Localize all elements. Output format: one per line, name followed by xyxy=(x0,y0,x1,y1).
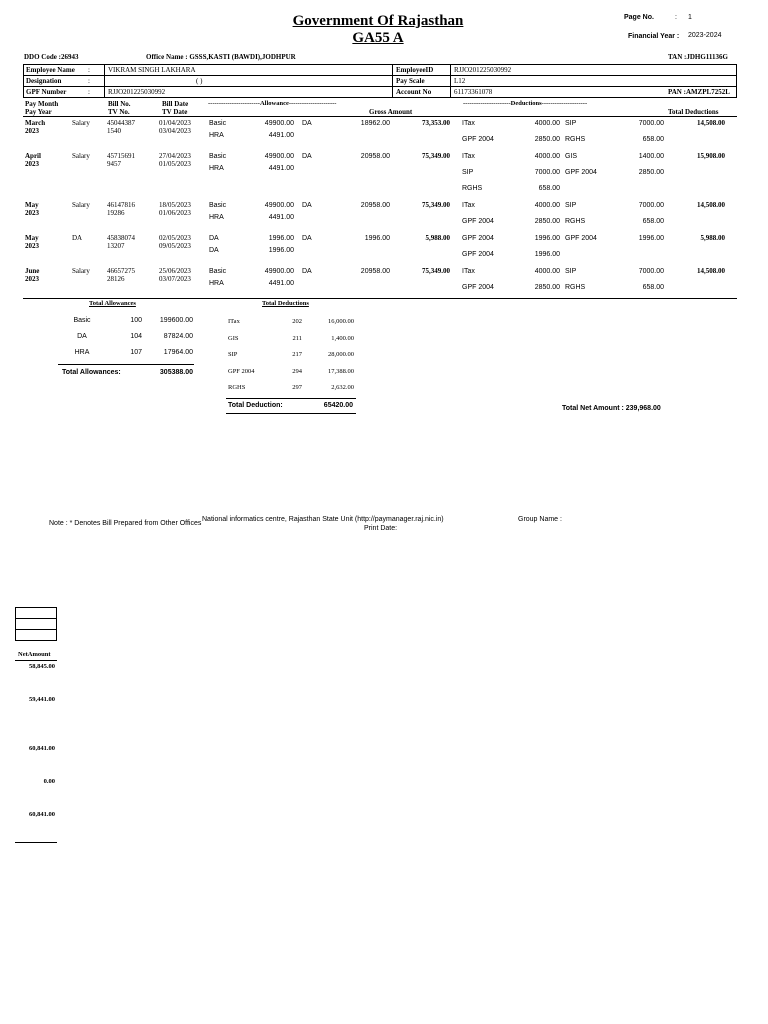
col-pay-month: Pay Month xyxy=(25,100,59,108)
bill-type: Salary xyxy=(72,267,90,275)
summary-deduction-code: 297 xyxy=(292,384,302,391)
bill-date: 27/04/2023 xyxy=(159,152,191,160)
total-deductions: 15,908.00 xyxy=(697,152,725,160)
gross-amount: 75,349.00 xyxy=(422,267,450,275)
net-amount-value: 60,841.00 xyxy=(29,811,55,818)
summary-allowance-code: 100 xyxy=(130,317,142,324)
bill-no: 46657275 xyxy=(107,267,135,275)
net-amount-value: 58,845.00 xyxy=(29,663,55,670)
allowance-amount: 4491.00 xyxy=(268,165,294,172)
bill-date: 25/06/2023 xyxy=(159,267,191,275)
summary-allowance-code: 107 xyxy=(130,349,142,356)
allowance-amount: 1996.00 xyxy=(364,235,390,242)
summary-deduction-name: SIP xyxy=(228,351,238,358)
net-amount-value: 0.00 xyxy=(43,778,55,785)
tv-no: 19286 xyxy=(107,209,125,217)
deduction-amount: 4000.00 xyxy=(534,202,560,209)
deduction-amount: 4000.00 xyxy=(534,120,560,127)
deduction-amount: 658.00 xyxy=(642,136,664,143)
deduction-name: GPF 2004 xyxy=(462,136,494,143)
pay-month: May xyxy=(25,201,39,209)
bill-no: 45715691 xyxy=(107,152,135,160)
tv-date: 09/05/2023 xyxy=(159,242,191,250)
summary-allowance-name: Basic xyxy=(73,317,91,324)
total-deductions: 14,508.00 xyxy=(697,119,725,127)
deduction-name: ITax xyxy=(462,120,475,127)
pay-month: June xyxy=(25,267,40,275)
deduction-name: GIS xyxy=(565,153,578,160)
pan-number: PAN :AMZPL7252L xyxy=(668,88,730,96)
colon: : xyxy=(88,77,90,85)
page-title: Government Of Rajasthan xyxy=(292,13,464,29)
deduction-name: GPF 2004 xyxy=(462,284,494,291)
allowance-name: HRA xyxy=(209,280,224,287)
allowance-amount: 49900.00 xyxy=(264,268,294,275)
tv-date: 03/04/2023 xyxy=(159,127,191,135)
employee-name-label: Employee Name xyxy=(26,66,75,74)
allowance-name: HRA xyxy=(209,214,224,221)
allowance-amount: 20958.00 xyxy=(360,268,390,275)
footer-note: Note : * Denotes Bill Prepared from Other Offices xyxy=(49,520,202,527)
summary-deduction-amount: 17,388.00 xyxy=(328,367,354,375)
deduction-amount: 7000.00 xyxy=(534,169,560,176)
summary-deduction-amount: 16,000.00 xyxy=(328,318,354,325)
summary-deduction-amount: 2,632.00 xyxy=(331,384,354,391)
bill-type: Salary xyxy=(72,119,90,127)
gross-amount: 5,988.00 xyxy=(425,234,450,242)
total-allowances-title: Total Allowances xyxy=(89,300,136,307)
net-amount-box xyxy=(15,607,57,641)
allowance-name: HRA xyxy=(209,132,224,139)
allowance-amount: 20958.00 xyxy=(360,153,390,160)
col-allowance: ------------------------Allowance---------------------- xyxy=(208,100,337,107)
footer-print-date: Print Date: xyxy=(364,525,398,532)
tv-date: 03/07/2023 xyxy=(159,275,191,283)
summary-deduction-code: 217 xyxy=(292,351,302,358)
summary-allowance-amount: 199600.00 xyxy=(159,317,193,324)
employee-id-label: EmployeeID xyxy=(396,66,434,74)
col-tv-no: TV No. xyxy=(108,108,130,116)
pay-month: April xyxy=(25,152,41,160)
deduction-name: SIP xyxy=(565,120,577,127)
total-allowances-label: Total Allowances: xyxy=(62,369,121,376)
bill-no: 45838074 xyxy=(107,234,135,242)
gross-amount: 75,349.00 xyxy=(422,152,450,160)
pay-scale: L12 xyxy=(454,77,466,85)
total-deductions: 14,508.00 xyxy=(697,201,725,209)
tv-no: 1540 xyxy=(107,127,121,135)
deduction-name: RGHS xyxy=(565,284,586,291)
tv-date: 01/05/2023 xyxy=(159,160,191,168)
deduction-name: GPF 2004 xyxy=(462,251,494,258)
deduction-amount: 658.00 xyxy=(642,218,664,225)
gpf-number-label: GPF Number xyxy=(26,88,67,96)
tv-date: 01/06/2023 xyxy=(159,209,191,217)
bill-date: 01/04/2023 xyxy=(159,119,191,127)
summary-deduction-code: 211 xyxy=(292,334,302,342)
allowance-amount: 4491.00 xyxy=(268,132,294,139)
allowance-name: DA xyxy=(209,247,219,254)
pay-month: May xyxy=(25,234,39,242)
summary-deduction-name: ITax xyxy=(228,318,240,325)
deduction-amount: 1400.00 xyxy=(638,153,664,160)
col-deductions: ----------------------Deductions--------------------- xyxy=(463,100,588,107)
form-name: GA55 A xyxy=(352,30,404,46)
deduction-amount: 658.00 xyxy=(642,284,664,291)
allowance-name: Basic xyxy=(209,202,227,209)
gpf-number: RJJO201225030992 xyxy=(108,88,166,96)
allowance-name: DA xyxy=(302,235,312,242)
pay-year: 2023 xyxy=(25,160,39,168)
allowance-amount: 20958.00 xyxy=(360,202,390,209)
deduction-name: SIP xyxy=(462,169,474,176)
deduction-amount: 7000.00 xyxy=(638,268,664,275)
employee-name: VIKRAM SINGH LAKHARA xyxy=(108,66,196,74)
designation: ( ) xyxy=(196,77,203,85)
deduction-amount: 2850.00 xyxy=(534,218,560,225)
deduction-amount: 1996.00 xyxy=(638,235,664,242)
bill-type: DA xyxy=(72,234,83,242)
summary-allowance-code: 104 xyxy=(130,333,142,340)
footer-group-name: Group Name : xyxy=(518,516,562,523)
pay-year: 2023 xyxy=(25,275,39,283)
deduction-name: RGHS xyxy=(565,218,586,225)
summary-deduction-amount: 28,000.00 xyxy=(328,351,354,358)
col-bill-date: Bill Date xyxy=(162,100,189,108)
allowance-amount: 1996.00 xyxy=(268,247,294,254)
total-deduction-value: 65420.00 xyxy=(323,402,353,409)
total-deduction-label: Total Deduction: xyxy=(228,402,283,409)
deduction-amount: 2850.00 xyxy=(638,169,664,176)
col-total-deductions: Total Deductions xyxy=(668,108,719,116)
allowance-name: DA xyxy=(302,120,312,127)
deduction-amount: 4000.00 xyxy=(534,153,560,160)
designation-label: Designation xyxy=(26,77,62,85)
allowance-amount: 18962.00 xyxy=(360,120,390,127)
summary-deduction-code: 202 xyxy=(292,318,302,325)
employee-id: RJJO201225030992 xyxy=(454,66,512,74)
summary-allowance-amount: 87824.00 xyxy=(163,333,193,340)
allowance-amount: 4491.00 xyxy=(268,214,294,221)
net-amount-header: NetAmount xyxy=(18,651,51,658)
deduction-amount: 4000.00 xyxy=(534,268,560,275)
deduction-name: GPF 2004 xyxy=(565,169,597,176)
allowance-amount: 4491.00 xyxy=(268,280,294,287)
deduction-amount: 658.00 xyxy=(538,185,560,192)
summary-deduction-name: RGHS xyxy=(228,384,246,391)
deduction-amount: 7000.00 xyxy=(638,202,664,209)
bill-type: Salary xyxy=(72,152,90,160)
allowance-name: Basic xyxy=(209,268,227,275)
summary-deduction-name: GIS xyxy=(228,334,239,342)
tan-number: TAN :JDHG11136G xyxy=(668,53,728,61)
allowance-amount: 1996.00 xyxy=(268,235,294,242)
deduction-amount: 2850.00 xyxy=(534,136,560,143)
col-pay-year: Pay Year xyxy=(25,108,52,116)
summary-deduction-amount: 1,400.00 xyxy=(331,334,354,342)
tv-no: 13207 xyxy=(107,242,125,250)
page-no-label: Page No. xyxy=(624,14,654,21)
bill-date: 02/05/2023 xyxy=(159,234,191,242)
deduction-amount: 1996.00 xyxy=(534,235,560,242)
bill-no: 46147816 xyxy=(107,201,135,209)
allowance-name: HRA xyxy=(209,165,224,172)
account-no: 61173361078 xyxy=(454,88,493,96)
deduction-name: SIP xyxy=(565,202,577,209)
office-name: Office Name : GSSS,KASTI (BAWDI),JODHPUR xyxy=(146,53,296,61)
allowance-amount: 49900.00 xyxy=(264,120,294,127)
tv-no: 9457 xyxy=(107,160,121,168)
total-deductions: 5,988.00 xyxy=(700,234,725,242)
pay-year: 2023 xyxy=(25,127,39,135)
page-no-colon: : xyxy=(675,14,677,21)
col-gross-amount: Gross Amount xyxy=(369,108,413,116)
pay-month: March xyxy=(25,119,46,127)
deduction-name: ITax xyxy=(462,268,475,275)
deduction-name: GPF 2004 xyxy=(462,218,494,225)
allowance-name: DA xyxy=(302,202,312,209)
deduction-amount: 2850.00 xyxy=(534,284,560,291)
pay-year: 2023 xyxy=(25,209,39,217)
allowance-name: DA xyxy=(209,235,219,242)
deduction-amount: 1996.00 xyxy=(534,251,560,258)
deduction-name: RGHS xyxy=(462,185,483,192)
summary-allowance-name: DA xyxy=(77,333,87,340)
col-tv-date: TV Date xyxy=(162,108,188,116)
allowance-name: DA xyxy=(302,153,312,160)
total-net-amount: Total Net Amount : 239,968.00 xyxy=(562,405,661,412)
pay-scale-label: Pay Scale xyxy=(396,77,425,85)
tv-no: 28126 xyxy=(107,275,125,283)
allowance-name: Basic xyxy=(209,120,227,127)
deduction-name: GPF 2004 xyxy=(462,235,494,242)
bill-no: 45044387 xyxy=(107,119,135,127)
summary-deduction-code: 294 xyxy=(292,367,302,375)
account-no-label: Account No xyxy=(396,88,432,96)
colon: : xyxy=(88,88,90,96)
total-deductions-title: Total Deductions xyxy=(262,300,309,307)
total-allowances-value: 305388.00 xyxy=(159,369,193,376)
summary-allowance-amount: 17964.00 xyxy=(163,349,193,356)
footer-nic: National informatics centre, Rajasthan State Unit (http://paymanager.raj.nic.in) xyxy=(202,516,444,523)
deduction-name: RGHS xyxy=(565,136,586,143)
gross-amount: 73,353.00 xyxy=(422,119,450,127)
net-amount-value: 60,841.00 xyxy=(29,745,55,752)
bill-date: 18/05/2023 xyxy=(159,201,191,209)
deduction-name: GPF 2004 xyxy=(565,235,597,242)
deduction-name: SIP xyxy=(565,268,577,275)
deduction-name: ITax xyxy=(462,153,475,160)
col-bill-no: Bill No. xyxy=(108,100,131,108)
pay-year: 2023 xyxy=(25,242,39,250)
summary-deduction-name: GPF 2004 xyxy=(228,367,255,375)
allowance-name: DA xyxy=(302,268,312,275)
ddo-code: DDO Code :26943 xyxy=(24,53,79,61)
allowance-name: Basic xyxy=(209,153,227,160)
bill-type: Salary xyxy=(72,201,90,209)
financial-year-label: Financial Year : xyxy=(628,33,680,40)
gross-amount: 75,349.00 xyxy=(422,201,450,209)
summary-allowance-name: HRA xyxy=(74,349,90,356)
net-amount-value: 59,441.00 xyxy=(29,696,55,703)
financial-year-value: 2023-2024 xyxy=(688,32,722,39)
deduction-name: ITax xyxy=(462,202,475,209)
page-no-value: 1 xyxy=(688,14,692,21)
colon: : xyxy=(88,66,90,74)
total-deductions: 14,508.00 xyxy=(697,267,725,275)
allowance-amount: 49900.00 xyxy=(264,153,294,160)
allowance-amount: 49900.00 xyxy=(264,202,294,209)
deduction-amount: 7000.00 xyxy=(638,120,664,127)
